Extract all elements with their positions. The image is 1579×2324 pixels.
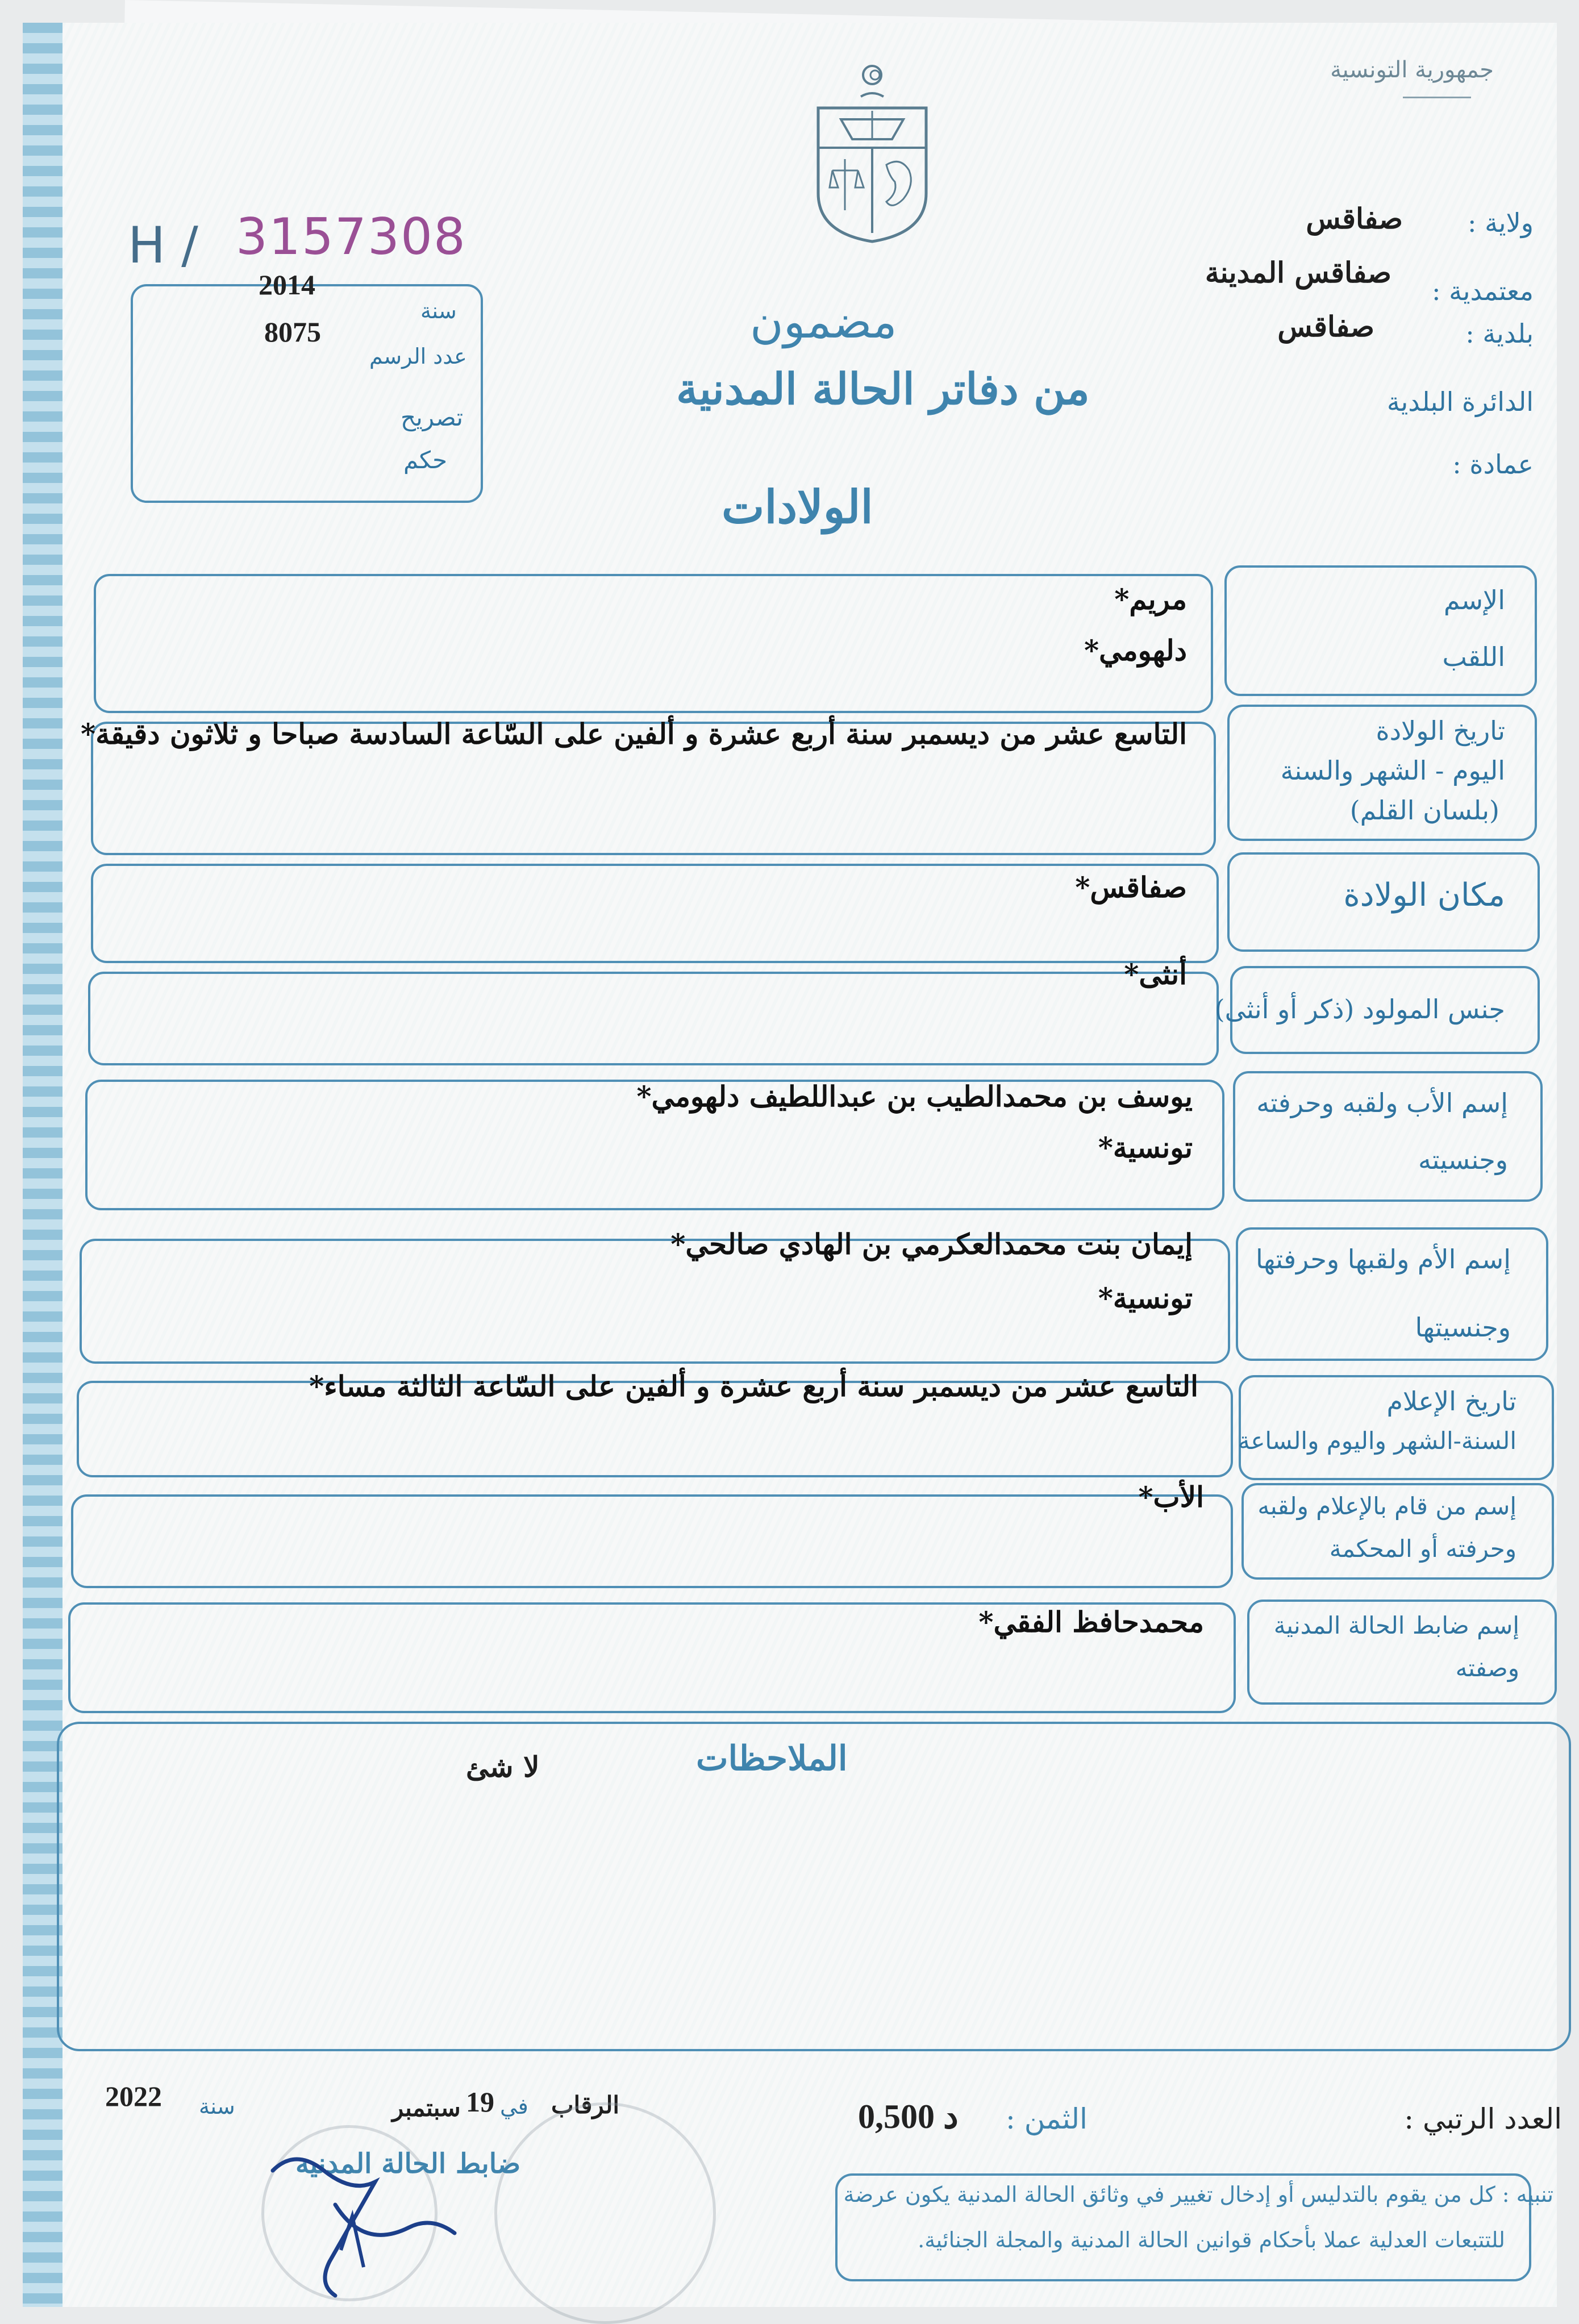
title-sub: من دفاتر الحالة المدنية <box>676 364 1090 414</box>
value-officer: محمدحافظ الفقي* <box>978 1605 1204 1639</box>
footer-officer-label: ضابط الحالة المدنية <box>295 2148 521 2180</box>
baladia-label: بلدية : <box>1465 318 1534 349</box>
footer-month: سبتمبر <box>392 2094 461 2122</box>
value-birthplace: صفاقس* <box>1075 871 1187 904</box>
value-mother-nationality: تونسية* <box>1098 1281 1193 1315</box>
label-declarant: إسم من قام بالإعلام ولقبه <box>1257 1492 1516 1520</box>
motamadia-value: صفاقس المدينة <box>1205 256 1391 289</box>
footer-place: الرقاب <box>551 2091 620 2119</box>
label-last-name: اللقب <box>1442 642 1505 672</box>
footer-date-prefix: في <box>500 2094 528 2119</box>
warning-line-1: تنبيه : كل من يقوم بالتدليس أو إدخال تغيير في وثائق الحالة المدنية يكون عرضة <box>843 2182 1553 2207</box>
row-name-value-box <box>94 574 1213 713</box>
wilaya-value: صفاقس <box>1306 202 1403 235</box>
value-mother: إيمان بنت محمدالعكرمي بن الهادي صالحي* <box>670 1227 1193 1261</box>
notes-label: الملاحظات <box>696 1739 848 1779</box>
section-title: الولادات <box>722 480 873 534</box>
label-declaration-date: تاريخ الإعلام <box>1386 1386 1516 1417</box>
official-stamp-right <box>494 2102 716 2324</box>
row-sex-value-box <box>88 972 1219 1065</box>
label-declaration-date-format: السنة-الشهر واليوم والساعة <box>1238 1427 1516 1455</box>
label-father: إسم الأب ولقبه وحرفته <box>1256 1088 1508 1118</box>
notes-value: لا شئ <box>466 1750 540 1784</box>
label-mother-nationality: وجنسيتها <box>1415 1312 1511 1343</box>
value-birthdate: التاسع عشر من ديسمبر سنة أربع عشرة و ألفين على السّاعة السادسة صباحا و ثلاثون دقيقة* <box>81 717 1187 751</box>
value-father: يوسف بن محمدالطيب بن عبداللطيف دلهومي* <box>636 1080 1193 1113</box>
republic-title: جمهورية التونسية <box>1330 57 1494 83</box>
tunisia-emblem-icon <box>807 63 938 244</box>
daira-label: الدائرة البلدية <box>1386 386 1534 417</box>
warning-line-2: للتتبعات العدلية عملا بأحكام قوانين الحالة المدنية والمجلة الجنائية. <box>918 2227 1505 2252</box>
label-first-name: الإسم <box>1443 585 1505 615</box>
row-declarant-value-box <box>71 1494 1233 1588</box>
value-sex: أنثى* <box>1124 957 1187 991</box>
republic-underline <box>1403 97 1471 98</box>
label-declarant-detail: وحرفته أو المحكمة <box>1329 1535 1516 1563</box>
footer-year-label: سنة <box>199 2094 235 2119</box>
baladia-value: صفاقس <box>1277 310 1374 343</box>
label-officer-title: وصفته <box>1455 1654 1519 1682</box>
value-first-name: مريم* <box>1114 582 1187 616</box>
label-mother: إسم الأم ولقبها وحرفتها <box>1255 1244 1511 1275</box>
value-father-nationality: تونسية* <box>1098 1131 1193 1164</box>
record-judgment-label: حكم <box>403 446 448 474</box>
title-main: مضمون <box>750 295 897 348</box>
row-birthplace-value-box <box>91 864 1219 963</box>
footer-price-label: الثمن : <box>1006 2102 1088 2135</box>
footer-serial-label: العدد الرتبي : <box>1404 2102 1562 2135</box>
label-birthdate: تاريخ الولادة <box>1376 715 1505 746</box>
record-declaration-label: تصريح <box>401 403 464 431</box>
label-officer: إسم ضابط الحالة المدنية <box>1273 1611 1519 1639</box>
value-last-name: دلهومي* <box>1084 634 1187 667</box>
record-number-label: عدد الرسم <box>369 344 467 369</box>
value-declaration-date: التاسع عشر من ديسمبر سنة أربع عشرة و ألفين على السّاعة الثالثة مساء* <box>309 1369 1198 1403</box>
serial-number: 3157308 <box>236 207 466 266</box>
footer-year-value: 2022 <box>105 2080 162 2112</box>
motamadia-label: معتمدية : <box>1431 276 1534 306</box>
label-sex: جنس المولود (ذكر أو أنثى) <box>1214 994 1505 1024</box>
omada-label: عمادة : <box>1452 449 1534 480</box>
footer-price-value: 0,500 د <box>858 2098 959 2135</box>
wilaya-label: ولاية : <box>1467 207 1534 238</box>
label-birthdate-words: (بلسان القلم) <box>1349 795 1499 826</box>
record-year-label: سنة <box>420 298 457 323</box>
record-number-value: 8075 <box>264 316 321 348</box>
signature-icon <box>261 2136 466 2307</box>
label-birthplace: مكان الولادة <box>1343 877 1505 914</box>
serial-prefix: H / <box>128 216 198 274</box>
footer-day: 19 <box>466 2086 494 2118</box>
label-birthdate-format: اليوم - الشهر والسنة <box>1280 755 1505 786</box>
value-declarant: الأب* <box>1138 1480 1204 1514</box>
label-father-nationality: وجنسيته <box>1418 1144 1508 1175</box>
record-year-value: 2014 <box>259 269 315 301</box>
